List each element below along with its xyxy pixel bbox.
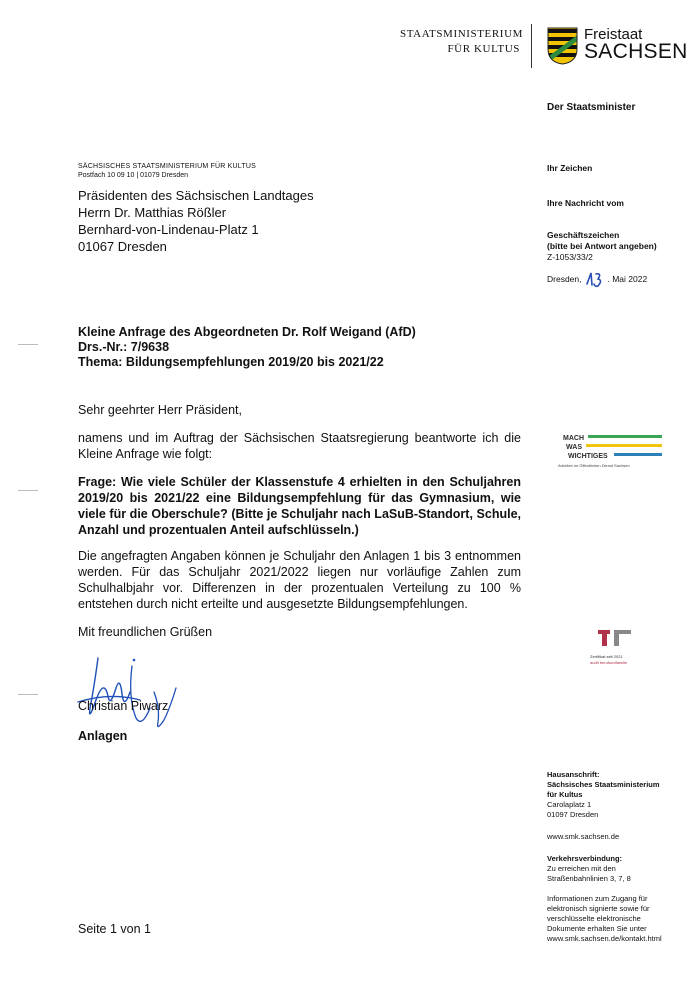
audit-berufundfamilie-logo	[588, 628, 648, 672]
haus-line: für Kultus	[547, 790, 583, 799]
ministry-name	[400, 27, 523, 57]
haus-line: 01097 Dresden	[547, 810, 599, 819]
ministry-name-line2: FÜR KULTUS	[447, 43, 520, 55]
closing: Mit freundlichen Grüßen	[78, 625, 213, 639]
subject-line: Kleine Anfrage des Abgeordneten Dr. Rolf Weigand (AfD)	[78, 325, 416, 339]
signatory-name: Christian Piwarz	[78, 699, 169, 713]
date-prefix: Dresden,	[547, 273, 582, 284]
info-line: verschlüsselte elektronische	[547, 914, 641, 923]
footer-website: www.smk.sachsen.de	[547, 832, 620, 841]
page-number: Seite 1 von 1	[78, 922, 151, 936]
saxony-coat-of-arms-icon	[547, 27, 578, 65]
gz-hint: (bitte bei Antwort angeben)	[547, 241, 657, 251]
enclosures-label: Anlagen	[78, 729, 128, 743]
cert-line1: Zertifikat seit 2021	[590, 654, 623, 659]
footer-info	[547, 894, 662, 944]
date-suffix: . Mai 2022	[607, 273, 648, 284]
header-divider	[531, 24, 532, 68]
recipient-line: Präsidenten des Sächsischen Landtages	[78, 188, 314, 203]
geschaeftszeichen-block	[547, 230, 657, 263]
ministry-name-line1: STAATSMINISTERIUM	[400, 28, 523, 40]
mach-was-wichtiges-logo	[556, 433, 664, 473]
fold-mark	[18, 490, 38, 491]
question-paragraph: Frage: Wie viele Schüler der Klassenstufe 4 erhielten in den Schuljahren 2019/20 bis 2021/22 eine Bildungsempfehlung für das Gymnasium, wie viele für die Oberschule? (Bitte je Schuljahr nach LaSuB-Standort, Schule, Anzahl und prozentualen Anteil aufschlüsseln.)	[78, 475, 521, 537]
fold-mark	[18, 694, 38, 695]
sender-address: Postfach 10 09 10 | 01079 Dresden	[78, 172, 189, 179]
recipient-line: Herrn Dr. Matthias Rößler	[78, 205, 227, 220]
date-line	[547, 270, 647, 288]
salutation: Sehr geehrter Herr Präsident,	[78, 403, 242, 417]
recipient-line: 01067 Dresden	[78, 239, 167, 254]
answer-paragraph: Die angefragten Angaben können je Schuljahr den Anlagen 1 bis 3 entnommen werden. Für das Schuljahr 2021/2022 liegen nur vorläufige Zahlen zum Schulhalbjahr vor. Differenzen in der prozentualen Verteilung zu 100 % entstehen durch nicht erteilte und ausgesetzte Bildungsempfehlungen.	[78, 549, 521, 611]
haus-line: Carolaplatz 1	[547, 800, 592, 809]
verk-label: Verkehrsverbindung:	[547, 854, 623, 863]
recipient-line: Bernhard-von-Lindenau-Platz 1	[78, 222, 259, 237]
fold-mark	[18, 344, 38, 345]
intro-paragraph: namens und im Auftrag der Sächsischen Staatsregierung beantworte ich die Kleine Anfrage wie folgt:	[78, 431, 521, 461]
subject-line: Thema: Bildungsempfehlungen 2019/20 bis 2021/22	[78, 355, 384, 369]
ihre-nachricht-label: Ihre Nachricht vom	[547, 198, 624, 208]
ihr-zeichen-label: Ihr Zeichen	[547, 163, 593, 173]
info-line: elektronisch signierte sowie für	[547, 904, 650, 913]
handwritten-day-mark	[584, 270, 606, 288]
subject-block	[78, 325, 416, 370]
footer-transport	[547, 854, 631, 884]
verk-line: Straßenbahnlinien 3, 7, 8	[547, 874, 631, 883]
cert-line2: audit berufundfamilie	[590, 660, 628, 665]
role-label: Der Staatsminister	[547, 102, 636, 113]
mww-tagline: Arbeiten im Öffentlichen Dienst Sachsen	[558, 463, 630, 468]
footer-address	[547, 770, 660, 820]
freistaat-label: Freistaat	[584, 26, 643, 43]
mww-line1: MACH	[563, 435, 584, 442]
sachsen-label: SACHSEN	[584, 40, 688, 63]
info-line: www.smk.sachsen.de/kontakt.html	[547, 934, 662, 943]
haus-line: Sächsisches Staatsministerium	[547, 780, 660, 789]
recipient-address	[78, 187, 314, 255]
info-line: Dokumente erhalten Sie unter	[547, 924, 647, 933]
info-line: Informationen zum Zugang für	[547, 894, 648, 903]
gz-value: Z-1053/33/2	[547, 252, 593, 262]
mww-line3: WICHTIGES	[568, 453, 608, 460]
verk-line: Zu erreichen mit den	[547, 864, 616, 873]
mww-line2: WAS	[566, 444, 582, 451]
gz-label: Geschäftszeichen	[547, 230, 620, 240]
haus-label: Hausanschrift:	[547, 770, 600, 779]
subject-line: Drs.-Nr.: 7/9638	[78, 340, 170, 354]
sender-name: SÄCHSISCHES STAATSMINISTERIUM FÜR KULTUS	[78, 163, 256, 170]
